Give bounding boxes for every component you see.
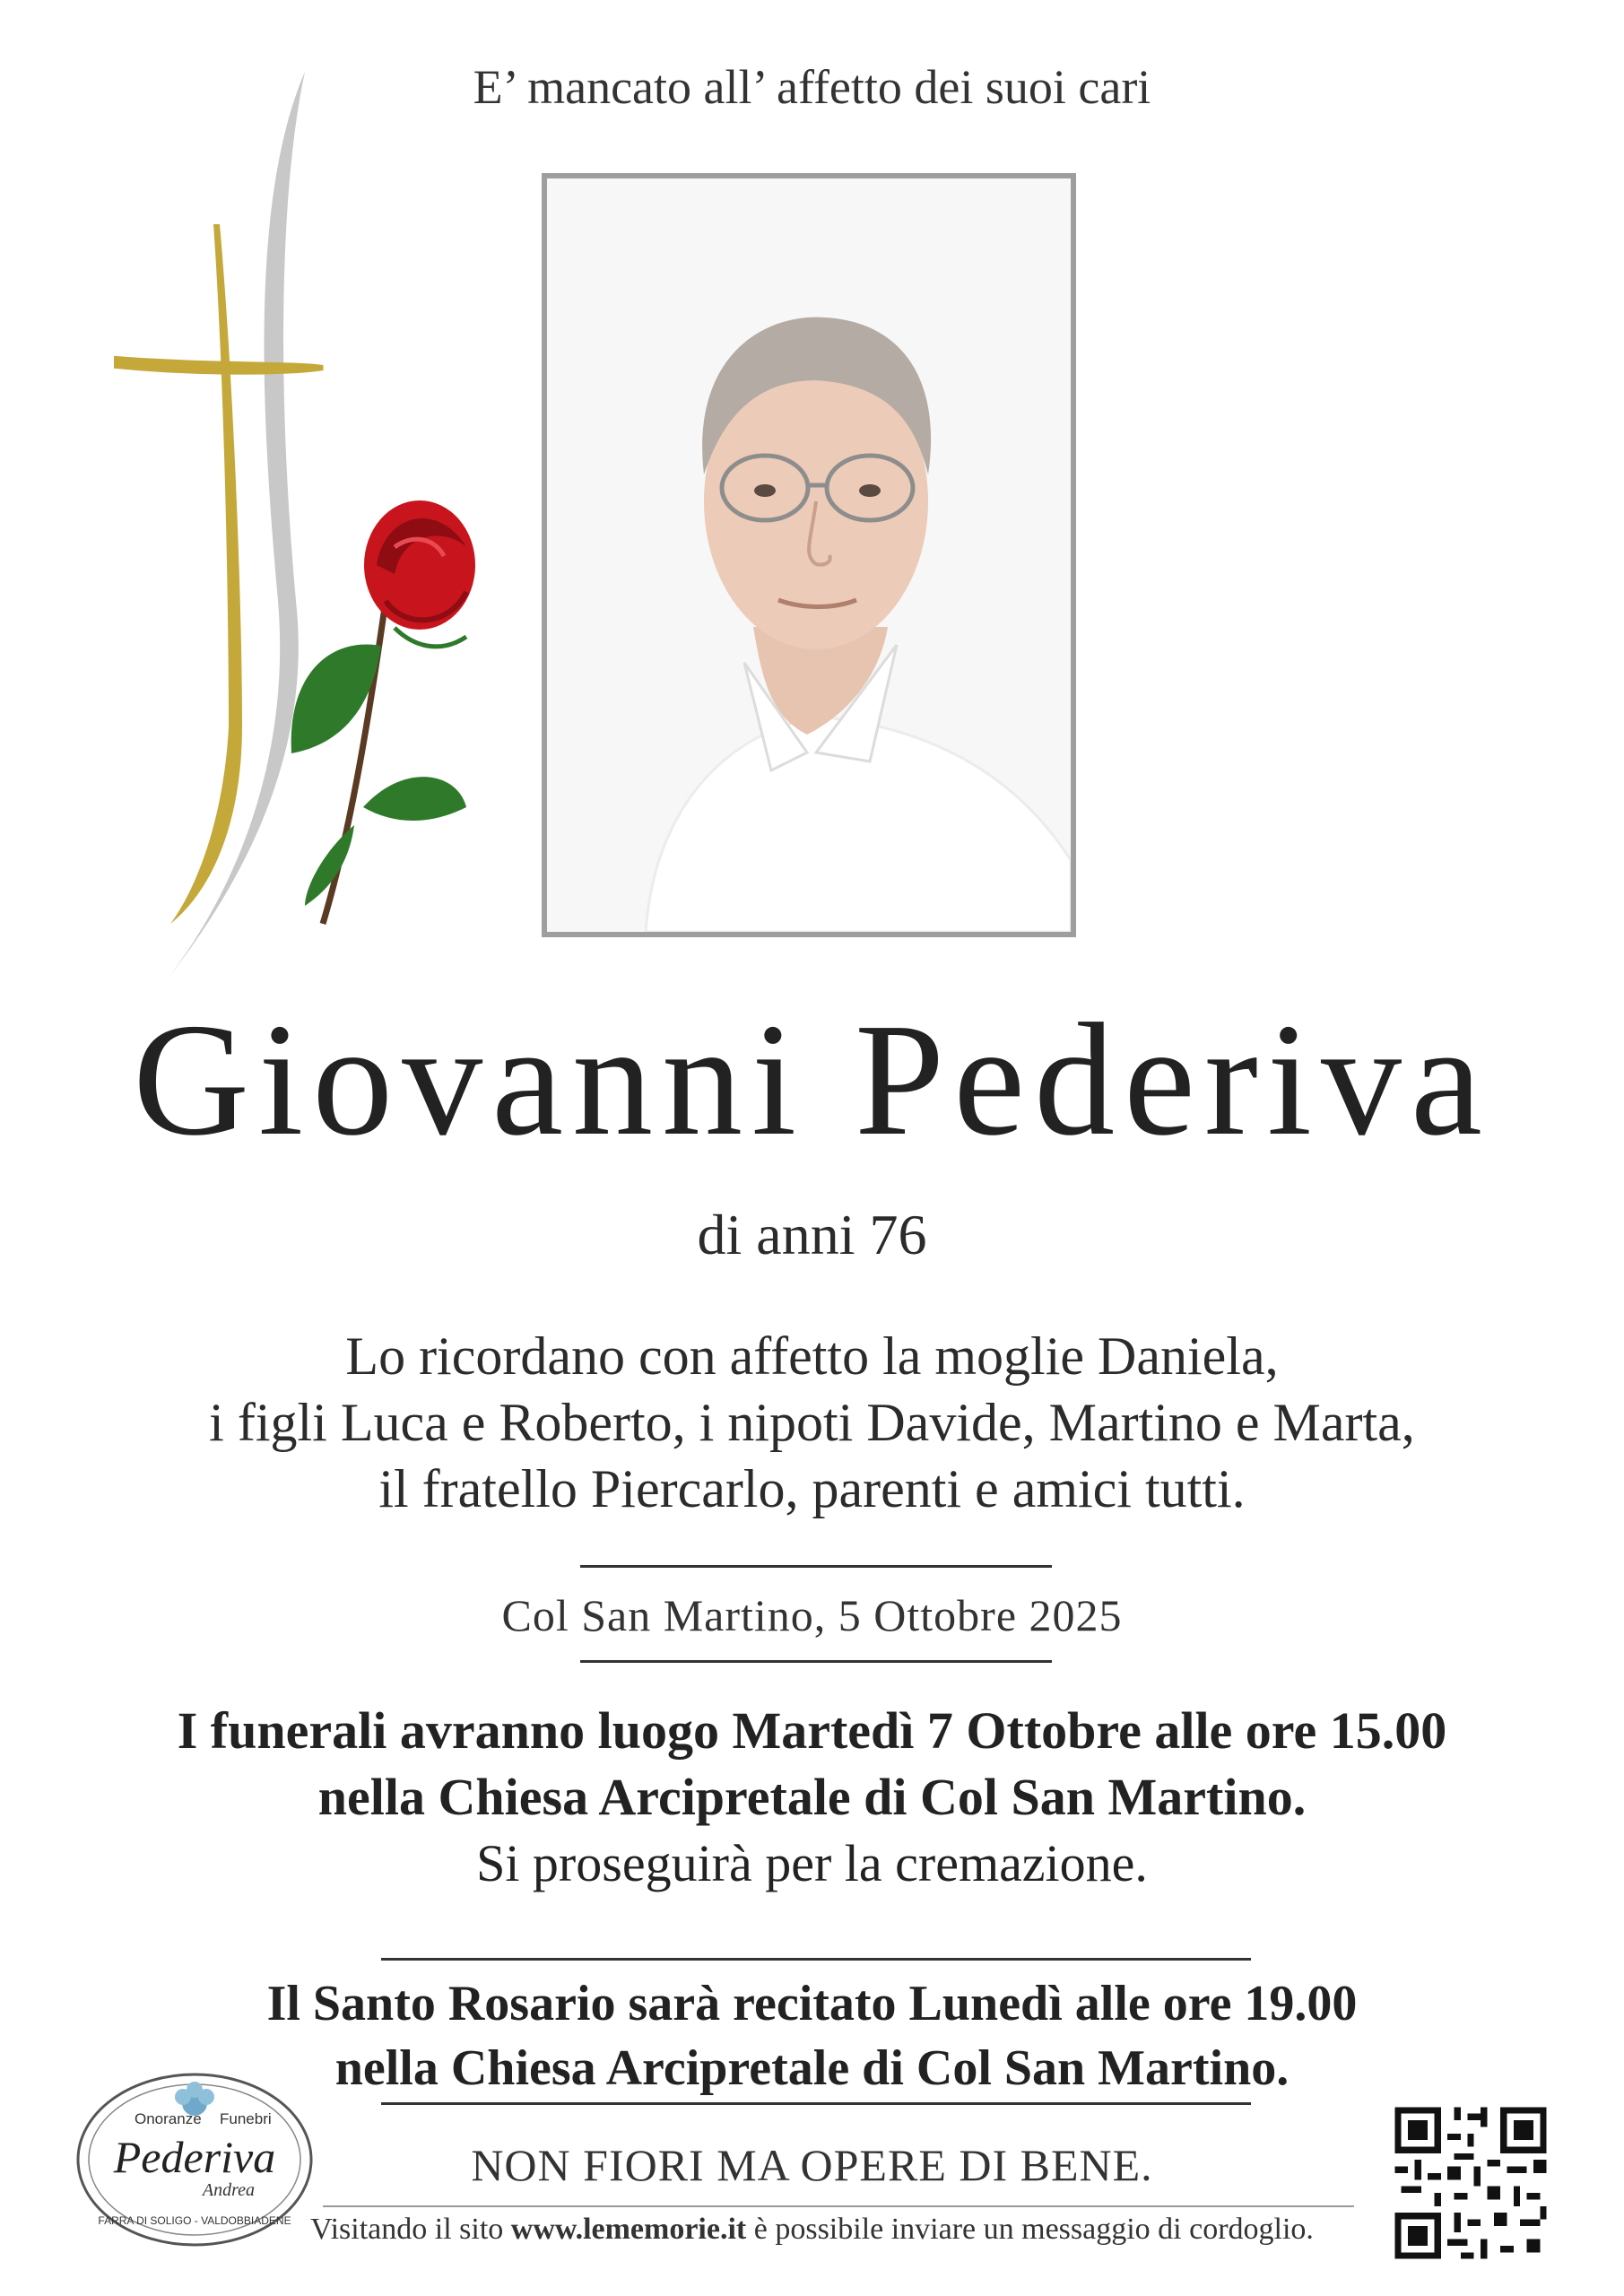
divider [580,1565,1052,1568]
logo-top-left: Onoranze [135,2110,202,2127]
portrait-photo [547,178,1071,932]
intro-text: E’ mancato all’ affetto dei suoi cari [473,60,1151,114]
deceased-name: Giovanni Pederiva [133,990,1491,1169]
divider [381,2102,1251,2105]
age-text: di anni 76 [697,1203,927,1266]
mourners-block [0,1323,1624,1522]
funeral-home-logo [72,2054,318,2260]
logo-brand: Pederiva [113,2132,276,2182]
qr-code[interactable] [1388,2100,1553,2266]
logo-top-right: Funebri [220,2110,272,2127]
rosary-line: nella Chiesa Arcipretale di Col San Martino. [334,2040,1290,2096]
mourners-line: il fratello Piercarlo, parenti e amici tutti. [378,1459,1246,1518]
mourners-line: Lo ricordano con affetto la moglie Daniela, [345,1326,1279,1386]
funeral-info [0,1698,1624,1897]
divider [580,1660,1052,1663]
funeral-line: nella Chiesa Arcipretale di Col San Martino. [317,1768,1307,1826]
site-link[interactable]: www.lememorie.it [510,2213,747,2246]
portrait-frame [542,173,1076,937]
rosary-line: Il Santo Rosario sarà recitato Lunedì alle ore 19.00 [266,1976,1358,2031]
cross-rose-decoration [99,63,511,1013]
logo-sub: Andrea [202,2180,256,2200]
site-prefix: Visitando il sito [310,2213,511,2246]
rose-icon [291,500,475,924]
divider [323,2205,1354,2207]
divider [381,1958,1251,1961]
funeral-line: I funerali avranno luogo Martedì 7 Ottobre alle ore 15.00 [177,1701,1447,1760]
logo-bottom: FARRA DI SOLIGO - VALDOBBIADENE [98,2214,291,2227]
no-flowers-note: NON FIORI MA OPERE DI BENE. [471,2140,1153,2190]
funeral-line: Si proseguirà per la cremazione. [476,1834,1148,1892]
site-suffix: è possibile inviare un messaggio di cordoglio. [746,2213,1314,2246]
place-date: Col San Martino, 5 Ottobre 2025 [501,1590,1123,1640]
mourners-line: i figli Luca e Roberto, i nipoti Davide, Martino e Marta, [209,1393,1415,1452]
